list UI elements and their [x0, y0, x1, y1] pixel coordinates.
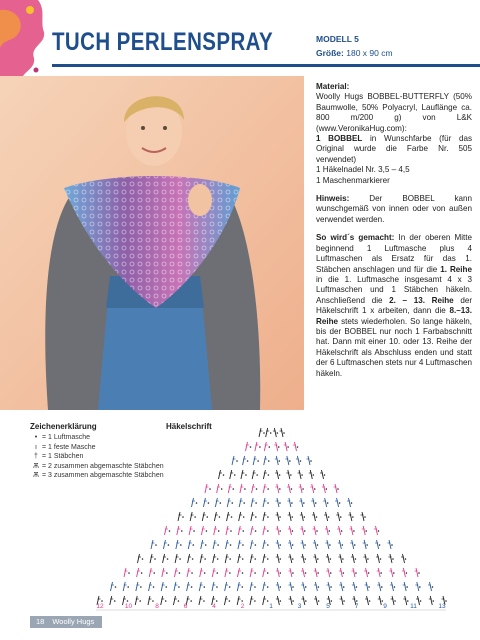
- stitch-symbol: [313, 554, 318, 563]
- stitch-symbol: [280, 428, 285, 437]
- stitch-symbol: [301, 554, 306, 563]
- stitch-symbol: [375, 540, 380, 549]
- stitch-symbol: [365, 582, 370, 591]
- stitch-symbol: [214, 512, 220, 521]
- stitch-symbol: [338, 540, 343, 549]
- stitch-symbol: [176, 540, 182, 549]
- method-label: So wird´s gemacht:: [316, 233, 395, 243]
- stitch-symbol: [243, 456, 249, 465]
- stitch-symbol: [263, 470, 269, 479]
- stitch-symbol: [226, 540, 232, 549]
- stitch-symbol: [352, 582, 357, 591]
- stitch-symbol: [314, 582, 319, 591]
- stitch-symbol: [377, 568, 382, 577]
- stitch-symbol: [288, 526, 293, 535]
- legend-text: = 1 feste Masche: [42, 443, 96, 451]
- stitch-symbol: [162, 568, 168, 577]
- stitch-symbol: [286, 470, 291, 479]
- stitch-symbol: [301, 540, 306, 549]
- material-yarn: Woolly Hugs BOBBEL-BUTTERFLY (50% Baumwolle, 50% Polyacryl, Lauflänge ca. 800 m/200 g) von L&K (www.VeronikaHug.com):: [316, 92, 472, 133]
- stitch-symbol: [309, 470, 314, 479]
- stitch-symbol: [213, 554, 219, 563]
- stitch-symbol: [388, 540, 393, 549]
- stitch-symbol: [362, 526, 367, 535]
- legend-text: = 1 Luftmasche: [42, 434, 91, 442]
- row-number: 1: [269, 603, 273, 610]
- stitch-symbol: [276, 568, 281, 577]
- chart-heading: Häkelschrift: [166, 422, 212, 431]
- stitch-symbol: [259, 428, 265, 437]
- stitch-symbol: [266, 428, 272, 437]
- stitch-symbol: [150, 554, 156, 563]
- stitch-symbol: [263, 540, 269, 549]
- stitch-symbol: [363, 554, 368, 563]
- row-number: 7: [354, 603, 359, 610]
- stitch-symbol: [276, 554, 281, 563]
- stitch-symbol: [349, 526, 354, 535]
- stitch-symbol: [190, 512, 196, 521]
- stitch-symbol: [284, 442, 289, 451]
- stitch-symbol: [275, 484, 280, 493]
- stitch-symbol: [263, 582, 269, 591]
- stitch-symbol: [111, 582, 117, 591]
- material-markers: 1 Maschenmarkierer: [316, 175, 390, 185]
- stitch-symbol: [253, 456, 259, 465]
- stitch-symbol: [237, 582, 243, 591]
- stitch-symbol: [230, 470, 236, 479]
- stitch-symbol: [339, 568, 344, 577]
- stitch-symbol: [188, 540, 194, 549]
- stitch-symbol: [264, 456, 270, 465]
- stitch-symbol: [189, 526, 195, 535]
- stitch-symbol: [237, 568, 243, 577]
- stitch-symbol: [192, 498, 198, 507]
- stitch-symbol: [289, 582, 294, 591]
- hint-label: Hinweis:: [316, 194, 350, 204]
- stitch-symbol: [251, 526, 257, 535]
- single-crochet-icon: ı: [35, 443, 37, 451]
- stitch-symbol: [326, 568, 331, 577]
- stitch-symbol: [239, 512, 245, 521]
- chain-icon: •: [34, 434, 38, 442]
- method-text-1: In der oberen Mitte beginnend 1 Luftmasche plus 4 Luftmaschen als Ersatz für das 1. Stäbchen anschlagen und für die: [316, 233, 472, 274]
- stitch-symbol: [238, 540, 244, 549]
- stitch-symbol: [351, 568, 356, 577]
- method-bold-3: 8.–13. Reihe: [316, 306, 473, 326]
- stitch-symbol: [339, 582, 344, 591]
- stitch-symbol: [335, 498, 340, 507]
- row-number: 5: [326, 603, 330, 610]
- stitch-symbol: [310, 484, 315, 493]
- stitch-symbol: [174, 568, 180, 577]
- stitch-symbol: [338, 554, 343, 563]
- stitch-symbol: [389, 568, 394, 577]
- model-photo: [0, 76, 304, 410]
- stitch-symbol: [232, 456, 238, 465]
- stitch-symbol: [199, 582, 205, 591]
- method-text-4: stets wiederholen. So lange häkeln, bis der BOBBEL nur noch 1 Farbabschnitt hat. Dann mit einer 10. oder 13. Reihe der Häkelschrift als Abschluss enden und statt der 6 Luftmaschen stets nur 4 Luftmaschen häkeln.: [316, 316, 472, 378]
- stitch-symbol: [177, 526, 183, 535]
- hint-section: [316, 194, 472, 225]
- stitch-symbol: [348, 512, 353, 521]
- stitch-symbol: [273, 428, 278, 437]
- stitch-symbol: [274, 442, 279, 451]
- stitch-symbol: [275, 470, 280, 479]
- method-text-2: in die 1. Luftmasche insgesamt 4 x 3 Luftmaschen und 1 Stäbchen häkeln. Anschließend die: [316, 274, 472, 305]
- stitch-symbol: [350, 540, 355, 549]
- material-hook: 1 Häkelnadel Nr. 3,5 – 4,5: [316, 165, 410, 175]
- stitch-symbol: [298, 470, 303, 479]
- stitch-symbol: [300, 512, 305, 521]
- stitch-symbol: [251, 498, 257, 507]
- stitch-symbol: [219, 470, 225, 479]
- row-number: 3: [297, 603, 302, 610]
- instructions-column: [316, 82, 472, 387]
- stitch-symbol: [293, 442, 298, 451]
- stitch-symbol: [250, 568, 256, 577]
- stitch-symbol: [217, 484, 223, 493]
- page-title: TUCH PERLENSPRAY: [52, 28, 274, 56]
- row-numbers: [86, 603, 456, 615]
- stitch-symbol: [178, 512, 184, 521]
- stitch-symbol: [288, 512, 293, 521]
- stitch-symbol: [205, 484, 211, 493]
- stitch-symbol: [250, 540, 256, 549]
- stitch-symbol: [299, 498, 304, 507]
- stitch-symbol: [227, 498, 233, 507]
- stitch-symbol: [285, 456, 290, 465]
- stitch-symbol: [225, 582, 231, 591]
- stitch-symbol: [163, 540, 169, 549]
- stitch-symbol: [288, 568, 293, 577]
- header-rule: [52, 64, 480, 67]
- method-bold-2: 2. – 13. Reihe: [389, 295, 454, 305]
- stitch-symbol: [201, 526, 207, 535]
- stitch-symbol: [239, 498, 245, 507]
- stitch-symbol: [240, 484, 246, 493]
- stitch-symbol: [161, 582, 167, 591]
- stitch-symbol: [402, 568, 407, 577]
- stitch-symbol: [324, 512, 329, 521]
- stitch-symbol: [323, 498, 328, 507]
- row-number: 8: [155, 603, 159, 610]
- row-number: 2: [240, 603, 245, 610]
- crochet-chart: [86, 420, 456, 620]
- stitch-symbol: [374, 526, 379, 535]
- stitch-symbol: [250, 582, 256, 591]
- stitch-symbol: [124, 568, 130, 577]
- stitch-symbol: [202, 512, 208, 521]
- stitch-symbol: [275, 456, 280, 465]
- material-section: [316, 82, 472, 186]
- stitch-symbol: [312, 512, 317, 521]
- stitch-symbol: [301, 582, 306, 591]
- stitch-symbol: [296, 456, 301, 465]
- stitch-symbol: [314, 568, 319, 577]
- material-amount: in Wunschfarbe (für das Original wurde die Farbe Nr. 505 verwendet): [316, 134, 472, 164]
- stitch-symbol: [188, 554, 194, 563]
- dc3tog-icon: Ѫ: [33, 472, 39, 480]
- stitch-symbol: [401, 554, 406, 563]
- legend-text: = 2 zusammen abgemaschte Stäbchen: [42, 462, 164, 470]
- stitch-symbol: [326, 554, 331, 563]
- row-number: 4: [212, 603, 216, 610]
- stitch-symbol: [137, 568, 143, 577]
- material-amount-bold: 1 BOBBEL: [316, 134, 363, 144]
- model-label: MODELL 5: [316, 34, 359, 44]
- stitch-symbol: [287, 484, 292, 493]
- stitch-symbol: [364, 568, 369, 577]
- stitch-symbol: [320, 470, 325, 479]
- stitch-symbol: [311, 498, 316, 507]
- stitch-symbol: [212, 582, 218, 591]
- stitch-symbol: [275, 498, 280, 507]
- stitch-symbol: [288, 554, 293, 563]
- stitch-symbol: [388, 554, 393, 563]
- stitch-symbol: [263, 484, 269, 493]
- stitch-symbol: [203, 498, 209, 507]
- stitch-symbol: [377, 582, 382, 591]
- stitch-symbol: [276, 512, 281, 521]
- stitch-symbol: [322, 484, 327, 493]
- page-number: 18: [36, 617, 45, 626]
- stitch-symbol: [255, 442, 261, 451]
- row-number: 10: [124, 603, 133, 610]
- stitch-symbol: [428, 582, 433, 591]
- stitch-symbol: [363, 540, 368, 549]
- row-number: 12: [96, 603, 104, 610]
- stitch-symbol: [263, 526, 269, 535]
- stitch-symbol: [403, 582, 408, 591]
- method-bold-1: 1. Reihe: [440, 264, 472, 274]
- legend-heading: Zeichenerklärung: [30, 422, 97, 431]
- size-line: [316, 46, 393, 60]
- stitch-symbol: [299, 484, 304, 493]
- stitch-symbol: [252, 484, 258, 493]
- size-label: Größe:: [316, 48, 344, 58]
- stitch-symbol: [361, 512, 366, 521]
- stitch-symbol: [241, 470, 247, 479]
- stitch-symbol: [238, 554, 244, 563]
- stitch-symbol: [238, 526, 244, 535]
- stitch-symbol: [334, 484, 339, 493]
- stitch-symbol: [225, 568, 231, 577]
- stitch-symbol: [200, 554, 206, 563]
- stitch-symbol: [347, 498, 352, 507]
- stitch-symbol: [149, 582, 155, 591]
- stitch-symbol: [187, 582, 193, 591]
- stitch-symbol: [251, 512, 257, 521]
- stitch-symbol: [226, 526, 232, 535]
- stitch-symbol: [264, 442, 270, 451]
- stitch-symbol: [288, 540, 293, 549]
- stitch-symbol: [337, 526, 342, 535]
- stitch-symbol: [200, 568, 206, 577]
- stitch-symbol: [163, 554, 169, 563]
- stitch-symbol: [263, 512, 269, 521]
- stitch-symbol: [263, 498, 269, 507]
- stitch-symbol: [390, 582, 395, 591]
- stitch-symbol: [313, 540, 318, 549]
- stitch-symbol: [325, 526, 330, 535]
- stitch-symbol: [415, 582, 420, 591]
- stitch-symbol: [201, 540, 207, 549]
- stitch-symbol: [151, 540, 157, 549]
- method-section: [316, 233, 472, 379]
- page-footer: [30, 616, 102, 628]
- row-number: 6: [183, 603, 188, 610]
- legend-text: = 1 Stäbchen: [42, 453, 84, 461]
- stitch-symbol: [276, 582, 281, 591]
- stitch-symbol: [225, 554, 231, 563]
- size-value: 180 x 90 cm: [346, 48, 393, 58]
- stitch-symbol: [263, 554, 269, 563]
- stitch-symbol: [215, 498, 221, 507]
- stitch-symbol: [136, 582, 142, 591]
- stitch-symbol: [165, 526, 171, 535]
- stitch-symbol: [175, 554, 181, 563]
- stitch-symbol: [138, 554, 144, 563]
- stitch-symbol: [325, 540, 330, 549]
- stitch-symbol: [300, 526, 305, 535]
- stitch-symbol: [227, 512, 233, 521]
- row-number: 11: [410, 603, 417, 610]
- stitch-symbol: [287, 498, 292, 507]
- stitch-symbol: [313, 526, 318, 535]
- stitch-symbol: [252, 470, 258, 479]
- stitch-symbol: [214, 526, 220, 535]
- dc2tog-icon: Ѫ: [33, 462, 39, 470]
- stitch-symbol: [301, 568, 306, 577]
- stitch-symbol: [263, 568, 269, 577]
- stitch-symbol: [123, 582, 129, 591]
- stitch-symbol: [149, 568, 155, 577]
- footer-brand: Woolly Hugs: [52, 617, 95, 626]
- stitch-symbol: [351, 554, 356, 563]
- stitch-symbol: [307, 456, 312, 465]
- stitch-symbol: [415, 568, 420, 577]
- stitch-symbol: [174, 582, 180, 591]
- stitch-symbol: [336, 512, 341, 521]
- stitch-symbol: [250, 554, 256, 563]
- stitch-symbol: [228, 484, 234, 493]
- stitch-symbol: [276, 526, 281, 535]
- model-info: [316, 32, 393, 60]
- hint-text: Der BOBBEL kann wunschgemäß von innen oder von außen verwendet werden.: [316, 194, 472, 224]
- row-number: 13: [438, 603, 446, 610]
- stitch-symbol: [327, 582, 332, 591]
- double-crochet-icon: †: [34, 453, 38, 461]
- row-number: 9: [383, 603, 387, 610]
- stitch-symbol: [246, 442, 252, 451]
- material-heading: Material:: [316, 82, 350, 91]
- stitch-symbol: [276, 540, 281, 549]
- legend-text: = 3 zusammen abgemaschte Stäbchen: [42, 472, 164, 480]
- stitch-symbol: [212, 568, 218, 577]
- method-text-3: der Häkelschrift 1 x arbeiten, dann die: [316, 295, 473, 316]
- stitch-symbol: [376, 554, 381, 563]
- stitch-symbol: [213, 540, 219, 549]
- stitch-symbol: [187, 568, 193, 577]
